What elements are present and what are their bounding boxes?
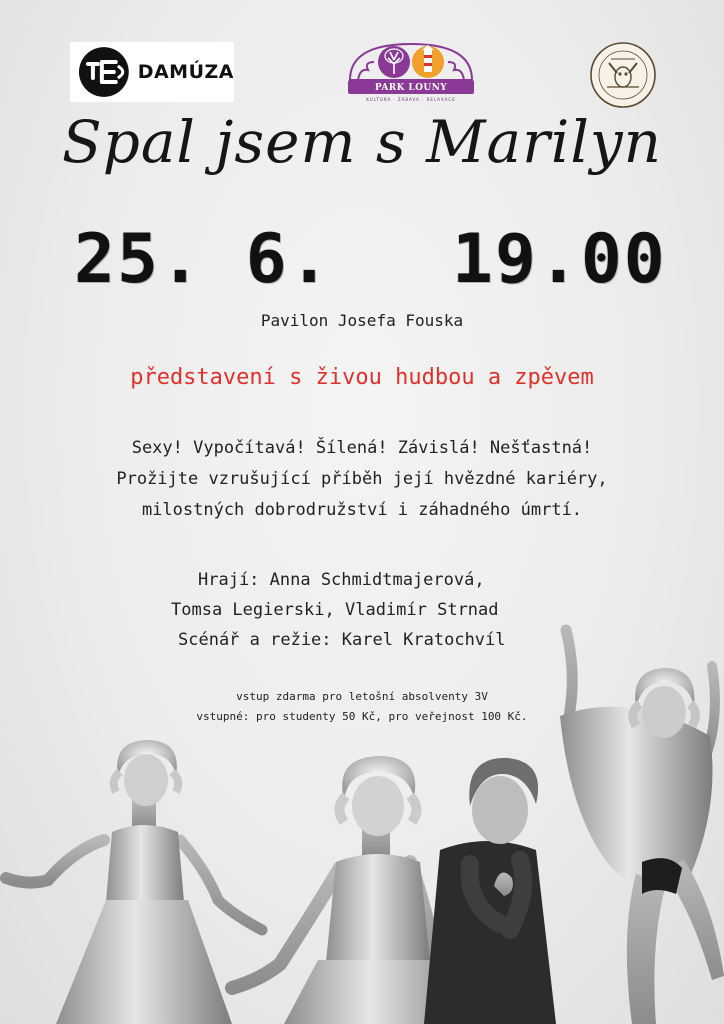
description-line: Prožijte vzrušující příběh její hvězdné kariéry, (116, 469, 608, 489)
performer-left (6, 740, 262, 1024)
event-date: 25. 6. (74, 220, 332, 299)
park-louny-logo-text: PARK LOUNY (374, 83, 448, 93)
performers-photo (0, 600, 724, 1024)
event-subtitle: představení s živou hudbou a zpěvem (130, 365, 594, 390)
school-seal-icon (589, 41, 657, 109)
pricing-line: vstup zdarma pro letošní absolventy 3V (236, 690, 488, 703)
damuza-logo-icon (74, 46, 136, 98)
performer-man (424, 758, 556, 1024)
description-line: milostných dobrodružství i záhadného úmrtí. (141, 500, 583, 520)
school-seal-logo (589, 41, 657, 109)
damuza-logo (70, 42, 234, 102)
description-line: Sexy! Vypočítavá! Šílená! Závislá! Nešťastná! (131, 438, 593, 458)
pricing-line: vstupné: pro studenty 50 Kč, pro veřejnost 100 Kč. (196, 710, 528, 723)
event-time: 19.00 (452, 220, 667, 299)
poster-title: Spal jsem s Marilyn (61, 108, 663, 176)
park-louny-logo (344, 40, 478, 110)
damuza-logo-text: DAMÚZA (137, 61, 234, 83)
cast-line: Scénář a režie: Karel Kratochvíl (178, 630, 506, 650)
cast-line: Tomsa Legierski, Vladimír Strnad (171, 600, 499, 620)
park-louny-tagline: KULTURA · ZÁBAVA · RELAXACE (366, 97, 456, 102)
event-venue: Pavilon Josefa Fouska (260, 311, 464, 330)
cast-line: Hrají: Anna Schmidtmajerová, (198, 570, 485, 590)
